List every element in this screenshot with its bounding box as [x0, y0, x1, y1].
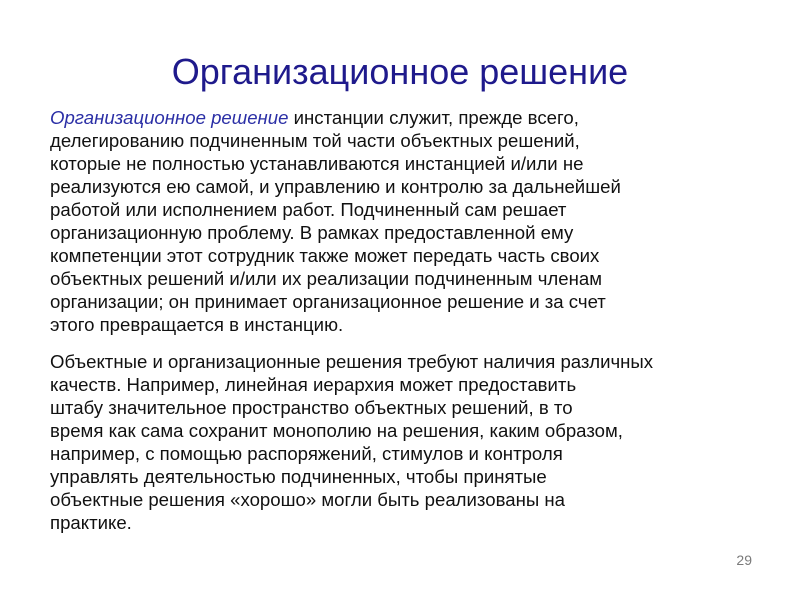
page-number: 29 — [736, 552, 752, 568]
paragraph-1-line-7: компетенции этот сотрудник также может передать часть своих — [50, 245, 600, 266]
paragraph-1 — [50, 106, 770, 336]
paragraph-2-line-7: объектные решения «хорошо» могли быть реализованы на — [50, 489, 565, 510]
paragraph-1-line-6: организационную проблему. В рамках предоставленной ему — [50, 222, 574, 243]
paragraph-1-line-3: которые не полностью устанавливаются инстанцией и/или не — [50, 153, 584, 174]
paragraph-2-line-3: штабу значительное пространство объектных решений, в то — [50, 397, 573, 418]
paragraph-2-line-1: Объектные и организационные решения требуют наличия различных — [50, 351, 654, 372]
paragraph-1-line-10: этого превращается в инстанцию. — [50, 314, 344, 335]
slide-title: Организационное решение — [171, 51, 629, 92]
paragraph-2-line-6: управлять деятельностью подчиненных, чтобы принятые — [50, 466, 547, 487]
paragraph-1-line-5: работой или исполнением работ. Подчиненный сам решает — [50, 199, 567, 220]
paragraph-2-line-8: практике. — [50, 512, 132, 533]
paragraph-1-line-8: объектных решений и/или их реализации подчиненным членам — [50, 268, 602, 289]
paragraph-1-line-1: инстанции служит, прежде всего, — [288, 107, 579, 128]
paragraph-2-line-4: время как сама сохранит монополию на решения, каким образом, — [50, 420, 623, 441]
paragraph-1-line-9: организации; он принимает организационное решение и за счет — [50, 291, 606, 312]
paragraph-1-line-4: реализуются ею самой, и управлению и контролю за дальнейшей — [50, 176, 621, 197]
paragraph-1-lead-term: Организационное решение — [50, 107, 289, 128]
paragraph-2-line-5: например, с помощью распоряжений, стимулов и контроля — [50, 443, 563, 464]
paragraph-2-line-2: качеств. Например, линейная иерархия может предоставить — [50, 374, 577, 395]
paragraph-1-line-2: делегированию подчиненным той части объектных решений, — [50, 130, 580, 151]
paragraph-2 — [50, 350, 770, 534]
slide-body — [50, 106, 770, 548]
